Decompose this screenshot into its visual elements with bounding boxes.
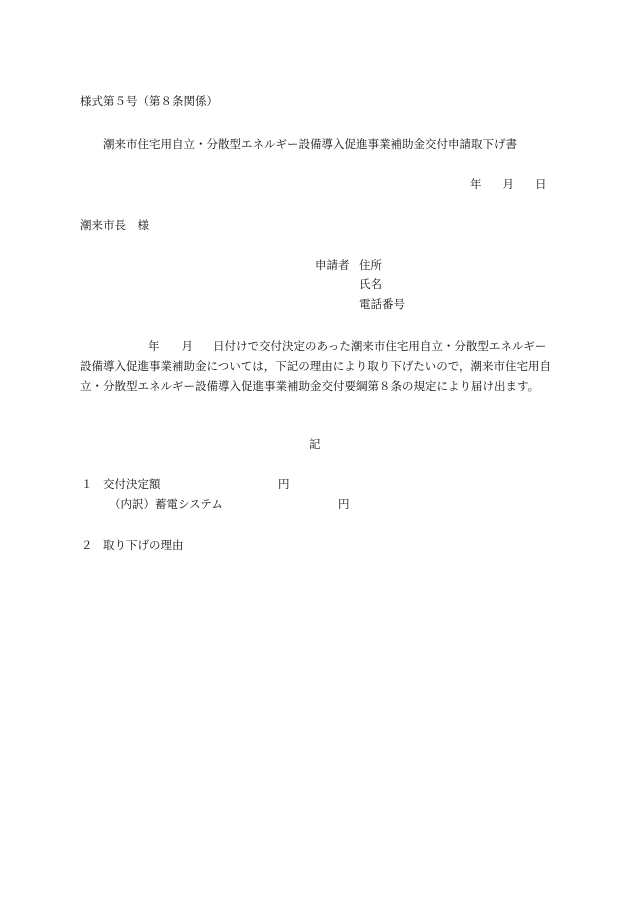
body-paragraph: [80, 336, 554, 396]
date-day-label: 日: [535, 177, 547, 191]
item-2-label: 取り下げの理由: [103, 538, 184, 552]
item-1-label: 交付決定額: [103, 477, 161, 491]
date-month-label: 月: [502, 177, 514, 191]
applicant-label: 申請者: [315, 258, 350, 272]
applicant-name-label: 氏名: [359, 277, 382, 291]
applicant-phone-label: 電話番号: [359, 297, 405, 311]
item-1-breakdown-unit: 円: [338, 497, 350, 511]
body-month-label: 月: [181, 339, 193, 353]
addressee: 潮来市長 様: [80, 218, 149, 232]
date-year-label: 年: [470, 177, 482, 191]
item-1-breakdown-label: （内訳）蓄電システム: [109, 497, 223, 511]
body-year-label: 年: [148, 339, 160, 353]
body-text: 日付けで交付決定のあった潮来市住宅用自立・分散型エネルギー設備導入促進事業補助金については，下記の理由により取り下げたいので，潮来市住宅用自立・分散型エネルギー設備導入促進事業補助金交付要綱第８条の規定により届け出ます。: [80, 339, 552, 393]
item-1-number: １: [81, 477, 93, 491]
form-number: 様式第５号（第８条関係）: [80, 94, 218, 108]
item-1-unit: 円: [278, 477, 290, 491]
note-mark: 記: [309, 437, 321, 451]
document-title: 潮来市住宅用自立・分散型エネルギー設備導入促進事業補助金交付申請取下げ書: [103, 137, 517, 151]
item-2-number: ２: [81, 538, 93, 552]
date-line: [470, 179, 547, 191]
applicant-address-label: 住所: [359, 258, 382, 272]
